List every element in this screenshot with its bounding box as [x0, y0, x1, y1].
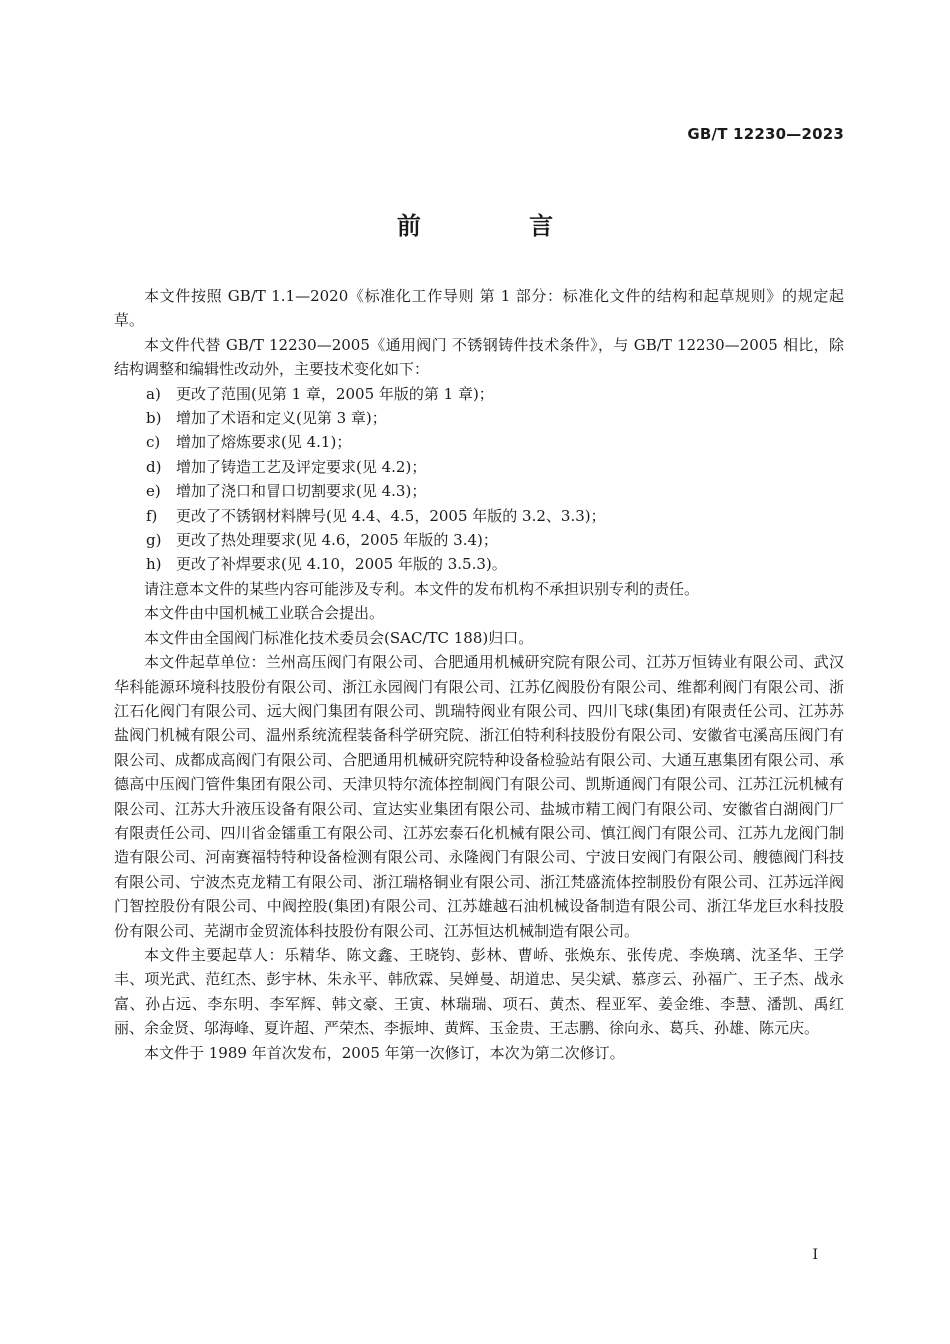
list-item-text: 更改了补焊要求(见 4.10，2005 年版的 3.5.3)。 [176, 555, 507, 574]
list-marker: a) [146, 384, 161, 403]
list-item [114, 528, 844, 552]
list-item [114, 406, 844, 430]
paragraph-replacement: 本文件代替 GB/T 12230—2005《通用阀门 不锈钢铸件技术条件》，与 GB/T 12230—2005 相比，除结构调整和编辑性改动外，主要技术变化如下： [114, 335, 844, 379]
foreword-body [114, 284, 844, 1065]
list-item-text: 增加了术语和定义(见第 3 章)； [176, 409, 387, 428]
standard-number: GB/T 12230—2023 [687, 125, 844, 143]
paragraph-history: 本文件于 1989 年首次发布，2005 年第一次修订，本次为第二次修订。 [144, 1043, 625, 1062]
list-marker: g) [146, 531, 162, 550]
list-item [114, 552, 844, 576]
paragraph-patent-notice: 请注意本文件的某些内容可能涉及专利。本文件的发布机构不承担识别专利的责任。 [144, 579, 700, 598]
paragraph-proposer: 本文件由中国机械工业联合会提出。 [144, 604, 385, 623]
paragraph-drafters: 本文件主要起草人：乐精华、陈文鑫、王晓钧、彭林、曹峤、张焕东、张传虎、李焕璃、沈圣华、王学丰、项光武、范红杰、彭宇林、朱永平、韩欣霖、吴婵曼、胡道忠、吴尖斌、慕彦云、孙福广、王子杰、战永富、孙占远、李东明、李军辉、韩文豪、王寅、林瑞瑞、项石、黄杰、程亚军、姜金维、李慧、潘凯、禹红丽、余金贤、邬海峰、夏许超、严荣杰、李振坤、黄辉、玉金贵、王志鹏、徐向永、葛兵、孙雄、陈元庆。 [114, 945, 844, 1038]
paragraph-drafting-rules: 本文件按照 GB/T 1.1—2020《标准化工作导则 第 1 部分：标准化文件的结构和起草规则》的规定起草。 [114, 287, 844, 330]
list-marker: c) [146, 433, 161, 452]
page-number: I [812, 1247, 818, 1263]
list-marker: f) [146, 506, 158, 525]
list-item [114, 382, 844, 406]
list-item-text: 更改了范围(见第 1 章，2005 年版的第 1 章)； [176, 384, 494, 403]
list-marker: b) [146, 409, 162, 428]
list-item-text: 更改了热处理要求(见 4.6，2005 年版的 3.4)； [176, 531, 498, 550]
list-item [114, 430, 844, 454]
list-item [114, 504, 844, 528]
list-marker: d) [146, 457, 162, 476]
list-marker: h) [146, 555, 162, 574]
list-item [114, 455, 844, 479]
list-item-text: 增加了熔炼要求(见 4.1)； [176, 433, 352, 452]
list-item [114, 479, 844, 503]
changes-list [114, 382, 844, 577]
paragraph-committee: 本文件由全国阀门标准化技术委员会(SAC/TC 188)归口。 [144, 628, 534, 647]
list-item-text: 增加了浇口和冒口切割要求(见 4.3)； [176, 482, 427, 501]
list-marker: e) [146, 482, 161, 501]
page-title: 前 言 [396, 212, 604, 240]
paragraph-drafting-units: 本文件起草单位：兰州高压阀门有限公司、合肥通用机械研究院有限公司、江苏万恒铸业有限公司、武汉华科能源环境科技股份有限公司、浙江永园阀门有限公司、江苏亿阀股份有限公司、维都利阀门有限公司、浙江石化阀门有限公司、远大阀门集团有限公司、凯瑞特阀业有限公司、四川飞球(集团)有限责任公司、江苏苏盐阀门机械有限公司、温州系统流程装备科学研究院、浙江伯特利科技股份有限公司、安徽省屯溪高压阀门有限公司、成都成高阀门有限公司、合肥通用机械研究院特种设备检验站有限公司、大通互惠集团有限公司、承德高中压阀门管件集团有限公司、天津贝特尔流体控制阀门有限公司、凯斯通阀门有限公司、江苏江沅机械有限公司、江苏大升液压设备有限公司、宣达实业集团有限公司、盐城市精工阀门有限公司、安徽省白湖阀门厂有限责任公司、四川省金镭重工有限公司、江苏宏泰石化机械有限公司、慎江阀门有限公司、江苏九龙阀门制造有限公司、河南赛福特特种设备检测有限公司、永隆阀门有限公司、宁波日安阀门有限公司、艘德阀门科技有限公司、宁波杰克龙精工有限公司、浙江瑞格铜业有限公司、浙江梵盛流体控制股份有限公司、江苏远洋阀门智控股份有限公司、中阀控股(集团)有限公司、江苏雄越石油机械设备制造有限公司、浙江华龙巨水科技股份有限公司、芜湖市金贸流体科技股份有限公司、江苏恒达机械制造有限公司。 [114, 653, 844, 940]
list-item-text: 更改了不锈钢材料牌号(见 4.4、4.5，2005 年版的 3.2、3.3)； [176, 506, 606, 525]
list-item-text: 增加了铸造工艺及评定要求(见 4.2)； [176, 457, 427, 476]
